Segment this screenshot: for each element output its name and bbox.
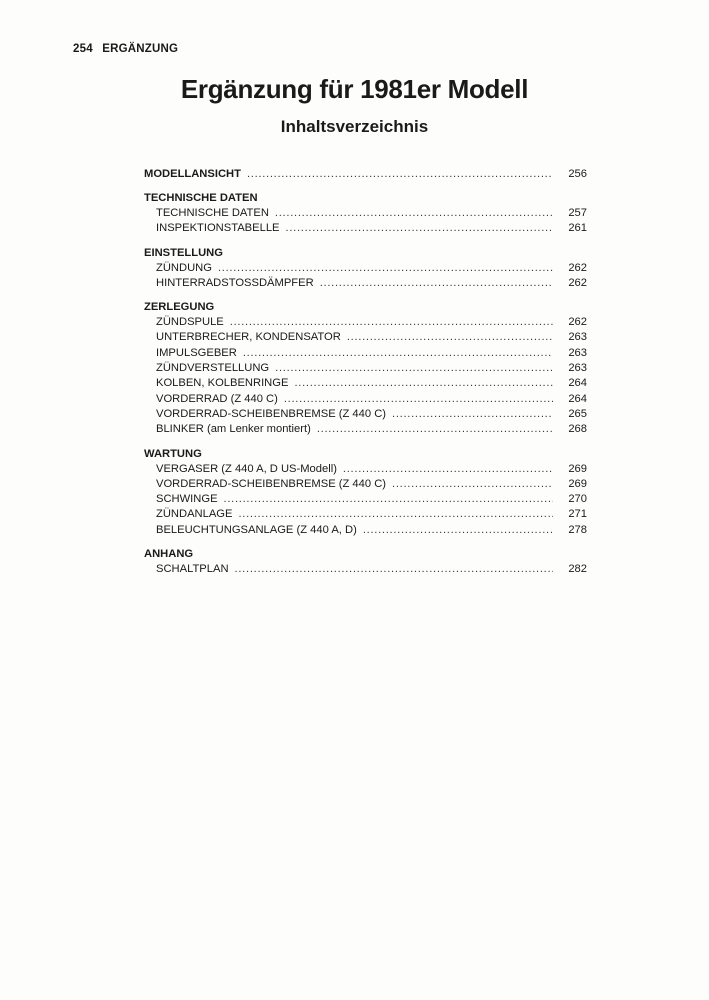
dot-leader <box>238 507 553 522</box>
toc-entry-label: BLINKER (am Lenker montiert) <box>156 423 311 436</box>
toc-entry[interactable] <box>144 523 587 538</box>
toc-page-number: 263 <box>568 331 587 344</box>
dot-leader <box>284 392 553 407</box>
dot-leader <box>230 315 553 330</box>
toc-page-number: 262 <box>568 276 587 289</box>
dot-leader <box>343 462 553 477</box>
toc-entry[interactable] <box>144 206 587 221</box>
page-subtitle: Inhaltsverzeichnis <box>280 117 429 136</box>
toc-entry-label: SCHWINGE <box>156 493 218 506</box>
toc-section <box>144 246 587 292</box>
toc-entry-label: IMPULSGEBER <box>156 346 237 359</box>
toc-entry-label: ZÜNDUNG <box>156 261 212 274</box>
toc-entry-label: ZÜNDANLAGE <box>156 508 233 521</box>
toc-entry-label: INSPEKTIONSTABELLE <box>156 222 280 235</box>
toc-entry-label: ZÜNDSPULE <box>156 316 224 329</box>
toc-entry-label: KOLBEN, KOLBENRINGE <box>156 377 289 390</box>
toc-page-number: 278 <box>568 523 587 536</box>
toc-page-number: 263 <box>568 346 587 359</box>
toc-page-number: 269 <box>568 462 587 475</box>
toc-entry[interactable] <box>144 462 587 477</box>
toc-entry-label: VORDERRAD-SCHEIBENBREMSE (Z 440 C) <box>156 407 387 420</box>
toc-page-number: 264 <box>568 377 587 390</box>
toc-entry[interactable] <box>144 315 587 330</box>
toc-heading-label: TECHNISCHE DATEN <box>144 192 258 204</box>
toc-entry-label: HINTERRADSTOSSDÄMPFER <box>156 276 314 289</box>
toc-heading-label: ANHANG <box>144 548 194 561</box>
toc-page-number: 282 <box>568 563 587 576</box>
toc-heading-label: ZERLEGUNG <box>144 301 215 314</box>
dot-leader <box>218 261 553 276</box>
dot-leader <box>363 523 553 538</box>
toc-page-number: 270 <box>568 493 587 506</box>
toc-section <box>144 547 587 577</box>
toc-entry[interactable] <box>144 407 587 422</box>
toc-section-heading[interactable] <box>144 547 587 562</box>
toc-section <box>144 191 587 237</box>
dot-leader <box>392 407 553 422</box>
toc-heading-label: WARTUNG <box>144 447 202 460</box>
toc-page-number: 257 <box>568 207 587 219</box>
dot-leader <box>243 346 553 361</box>
table-of-contents <box>144 167 587 586</box>
running-header <box>73 43 178 55</box>
dot-leader <box>294 376 553 391</box>
toc-entry-label: SCHALTPLAN <box>156 563 229 576</box>
dot-leader <box>247 167 553 182</box>
toc-entry[interactable] <box>144 221 587 236</box>
dot-leader <box>286 221 553 236</box>
header-section-name: ERGÄNZUNG <box>102 43 179 55</box>
toc-entry[interactable] <box>144 261 587 276</box>
toc-entry-label: BELEUCHTUNGSANLAGE (Z 440 A, D) <box>156 523 357 536</box>
toc-page-number: 263 <box>568 362 587 375</box>
toc-entry[interactable] <box>144 477 587 492</box>
toc-entry[interactable] <box>144 376 587 391</box>
toc-entry-label: TECHNISCHE DATEN <box>156 207 269 219</box>
toc-section <box>144 300 587 437</box>
dot-leader <box>275 206 553 221</box>
dot-leader <box>317 422 553 437</box>
dot-leader <box>224 492 553 507</box>
toc-entry[interactable] <box>144 507 587 522</box>
toc-page-number: 271 <box>568 508 587 521</box>
toc-entry[interactable] <box>144 276 587 291</box>
dot-leader <box>320 276 553 291</box>
toc-heading-label: MODELLANSICHT <box>144 168 241 180</box>
toc-entry[interactable] <box>144 346 587 361</box>
toc-entry-label: ZÜNDVERSTELLUNG <box>156 362 270 375</box>
toc-page-number: 265 <box>568 407 587 420</box>
toc-entry-label: VERGASER (Z 440 A, D US-Modell) <box>156 462 337 475</box>
page-title: Ergänzung für 1981er Modell <box>180 74 529 104</box>
toc-section-heading[interactable] <box>144 167 587 182</box>
toc-section-heading[interactable] <box>144 246 587 261</box>
toc-page-number: 256 <box>568 168 587 180</box>
toc-entry[interactable] <box>144 422 587 437</box>
dot-leader <box>275 361 553 376</box>
toc-page-number: 261 <box>568 222 587 235</box>
toc-entry[interactable] <box>144 361 587 376</box>
header-page-number: 254 <box>73 43 93 55</box>
toc-entry[interactable] <box>144 330 587 345</box>
toc-section-heading[interactable] <box>144 300 587 315</box>
toc-entry[interactable] <box>144 392 587 407</box>
toc-page-number: 262 <box>568 261 587 274</box>
toc-entry-label: VORDERRAD (Z 440 C) <box>156 392 278 405</box>
toc-page-number: 269 <box>568 477 587 490</box>
dot-leader <box>235 562 553 577</box>
toc-page-number: 262 <box>568 316 587 329</box>
dot-leader <box>347 330 553 345</box>
toc-section-heading[interactable] <box>144 447 587 462</box>
toc-entry-label: UNTERBRECHER, KONDENSATOR <box>156 331 341 344</box>
toc-entry[interactable] <box>144 492 587 507</box>
toc-section <box>144 447 587 538</box>
dot-leader <box>392 477 553 492</box>
toc-heading-label: EINSTELLUNG <box>144 246 223 259</box>
toc-page-number: 264 <box>568 392 587 405</box>
toc-entry-label: VORDERRAD-SCHEIBENBREMSE (Z 440 C) <box>156 477 387 490</box>
toc-page-number: 268 <box>568 423 587 436</box>
toc-section <box>144 167 587 182</box>
toc-section-heading[interactable] <box>144 191 587 206</box>
toc-entry[interactable] <box>144 562 587 577</box>
